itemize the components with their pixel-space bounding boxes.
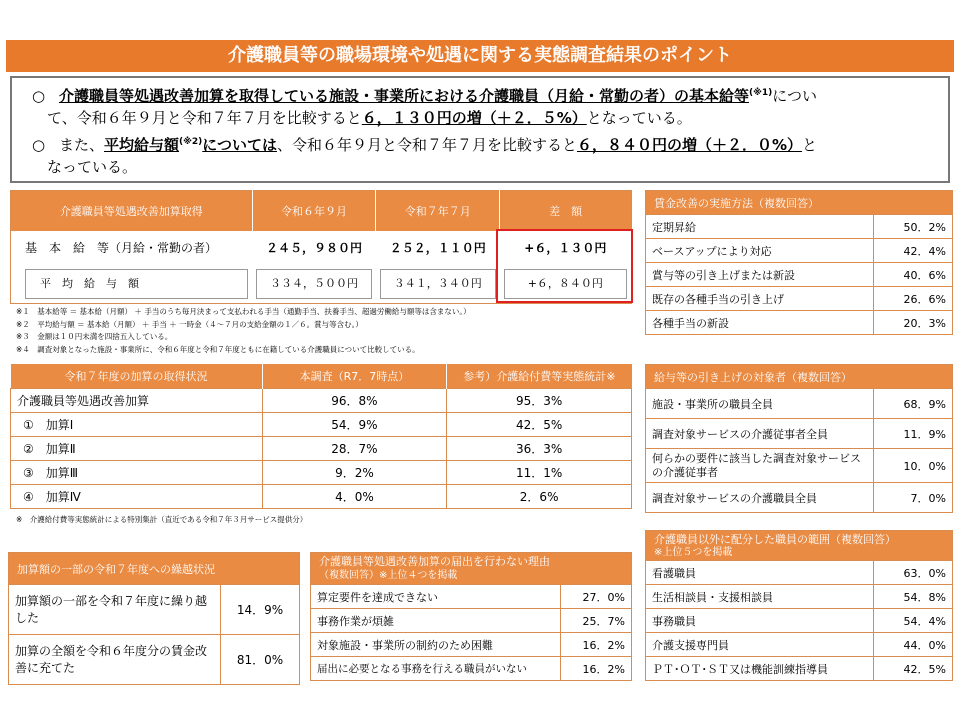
acq-header-1: 本調査（R7．7時点） <box>262 364 447 388</box>
target-row-label: 調査対象サービスの介護従事者全員 <box>646 419 874 449</box>
target-row-label: 何らかの要件に該当した調査対象サービスの介護従事者 <box>646 449 874 483</box>
method-row <box>646 287 953 311</box>
salary-row-v2: ３４１，３４０円 <box>380 269 496 299</box>
acq-row-a: 4．0% <box>262 484 447 508</box>
method-row <box>646 239 953 263</box>
method-row-label: ベースアップにより対応 <box>646 239 874 263</box>
method-header: 賃金改善の実施方法（複数回答） <box>646 191 953 215</box>
reason-row <box>311 585 632 609</box>
carry-table <box>8 552 300 685</box>
acq-row <box>11 460 632 484</box>
method-row-value: 26．6% <box>874 287 953 311</box>
reason-row-value: 16．2% <box>561 633 632 657</box>
reason-row-value: 16．2% <box>561 657 632 681</box>
staff-row-label: ＰＴ･ＯＴ･ＳＴ又は機能訓練指導員 <box>646 657 874 681</box>
intro-p2-text2: 、令和６年９月と令和７年７月を比較すると <box>276 136 577 154</box>
staff-table <box>645 530 953 681</box>
reason-row-label: 算定要件を達成できない <box>311 585 561 609</box>
acq-row <box>11 436 632 460</box>
method-row-label: 既存の各種手当の引き上げ <box>646 287 874 311</box>
method-row-value: 40．6% <box>874 263 953 287</box>
staff-row-value: 42．5% <box>874 657 953 681</box>
acq-row-label: ④ 加算Ⅳ <box>11 484 263 508</box>
staff-row-label: 事務職員 <box>646 609 874 633</box>
acq-header-0: 令和７年度の加算の取得状況 <box>11 364 263 388</box>
intro-p1-value: ６，１３０円の増（＋２．５%） <box>361 109 587 127</box>
salary-row-label: 基 本 給 等（月給・常勤の者） <box>25 241 218 255</box>
target-header: 給与等の引き上げの対象者（複数回答） <box>646 365 953 389</box>
method-row <box>646 215 953 239</box>
intro-p1-bold: 介護職員等処遇改善加算を取得している施設・事業所における介護職員（月給・常勤の者）の基本給等 <box>59 87 750 105</box>
target-row <box>646 419 953 449</box>
acq-row <box>11 388 632 412</box>
target-row-value: 10．0% <box>874 449 953 483</box>
salary-note: ※４ 調査対象となった施設・事業所に、令和６年度と令和７年度ともに在籍している介護職員について比較している。 <box>16 344 420 354</box>
target-row <box>646 483 953 513</box>
staff-row-label: 介護支援専門員 <box>646 633 874 657</box>
intro-p2-bold: 平均給与額 <box>104 136 180 154</box>
acq-row <box>11 484 632 508</box>
reason-subheader: （複数回答）※上位４つを掲載 <box>319 569 458 581</box>
carry-row-value: 14．9% <box>221 585 300 635</box>
method-row-value: 42．4% <box>874 239 953 263</box>
salary-row-diff: +６，１３０円 <box>524 241 607 255</box>
acq-row-a: 96．8% <box>262 388 447 412</box>
reason-row-value: 25．7% <box>561 609 632 633</box>
salary-header-2: 令和７年７月 <box>376 191 500 231</box>
carry-row-value: 81．0% <box>221 635 300 685</box>
method-row-value: 20．3% <box>874 311 953 335</box>
method-row-label: 定期昇給 <box>646 215 874 239</box>
acq-row-a: 9．2% <box>262 460 447 484</box>
staff-row-label: 生活相談員・支援相談員 <box>646 585 874 609</box>
carry-row <box>9 585 300 635</box>
salary-header-0: 介護職員等処遇改善加算取得 <box>11 191 253 231</box>
staff-row <box>646 633 953 657</box>
intro-p1-text2: て、令和６年９月と令和７年７月を比較すると <box>47 109 362 127</box>
method-row-label: 各種手当の新設 <box>646 311 874 335</box>
staff-row-value: 63．0% <box>874 561 953 585</box>
acq-row-b: 11．1% <box>447 460 632 484</box>
circle-bullet-icon: ○ <box>32 87 46 105</box>
difference-highlight-box <box>496 229 633 303</box>
intro-p2-bold2: については <box>202 136 277 154</box>
reason-row-label: 対象施設・事業所の制約のため困難 <box>311 633 561 657</box>
salary-row-v1: ２４５，９８０円 <box>265 241 362 255</box>
salary-note: ※３ 金額は１０円未満を四捨五入している。 <box>16 332 173 341</box>
target-row-value: 7．0% <box>874 483 953 513</box>
target-row-value: 68．9% <box>874 389 953 419</box>
method-row <box>646 263 953 287</box>
reason-table <box>310 552 632 681</box>
carry-row-label: 加算額の一部を令和７年度に繰り越した <box>9 585 221 635</box>
intro-p2-note: (※2) <box>179 137 203 147</box>
intro-p2-value: ６，８４０円の増（＋２．０%） <box>577 136 803 154</box>
page-title: 介護職員等の職場環境や処遇に関する実態調査結果のポイント <box>6 40 954 72</box>
staff-row-value: 44．0% <box>874 633 953 657</box>
method-row-value: 50．2% <box>874 215 953 239</box>
staff-row <box>646 657 953 681</box>
intro-paragraph-1 <box>20 82 940 129</box>
salary-header-3: 差 額 <box>549 204 583 218</box>
acq-row-b: 95．3% <box>447 388 632 412</box>
staff-row-value: 54．8% <box>874 585 953 609</box>
acq-note: ※ 介護給付費等実態統計による特別集計（直近である令和７年３月サービス提供分） <box>16 515 308 524</box>
target-row <box>646 449 953 483</box>
carry-header: 加算額の一部の令和７年度への繰越状況 <box>9 553 300 585</box>
target-row-value: 11．9% <box>874 419 953 449</box>
carry-row-label: 加算の全額を令和６年度分の賃金改善に充てた <box>9 635 221 685</box>
acq-row <box>11 412 632 436</box>
salary-note: ※１ 基本給等 ＝ 基本給（月額） ＋ 手当のうち毎月決まって支払われる手当（通勤手当、扶養手当、超過労働給与額等は含まない。） <box>16 307 471 316</box>
staff-row-label: 看護職員 <box>646 561 874 585</box>
reason-row <box>311 657 632 681</box>
acq-row-label: ② 加算Ⅱ <box>11 436 263 460</box>
acq-row-label: ① 加算Ⅰ <box>11 412 263 436</box>
intro-paragraph-2 <box>20 131 940 178</box>
staff-header: 介護職員以外に配分した職員の範囲（複数回答） <box>654 532 896 546</box>
acq-header-2: 参考）介護給付費等実態統計※ <box>463 369 616 383</box>
staff-row <box>646 585 953 609</box>
target-row-label: 施設・事業所の職員全員 <box>646 389 874 419</box>
reason-row <box>311 609 632 633</box>
target-row <box>646 389 953 419</box>
salary-row-diff: +６，８４０円 <box>504 269 627 299</box>
target-row-label: 調査対象サービスの介護職員全員 <box>646 483 874 513</box>
staff-row <box>646 561 953 585</box>
acq-row-label: ③ 加算Ⅲ <box>11 460 263 484</box>
intro-p2-text4: なっている。 <box>47 158 138 176</box>
method-row-label: 賞与等の引き上げまたは新設 <box>646 263 874 287</box>
reason-row-value: 27．0% <box>561 585 632 609</box>
salary-row-v2: ２５２，１１０円 <box>389 241 486 255</box>
intro-box <box>10 76 950 183</box>
circle-bullet-icon: ○ <box>32 136 46 154</box>
salary-note: ※２ 平均給与額 ＝ 基本給（月額） ＋ 手当 ＋ 一時金（４～７月の支給金額の１／６。賞与等含む。） <box>16 319 363 329</box>
method-table <box>645 190 953 335</box>
reason-header: 介護職員等処遇改善加算の届出を行わない理由 <box>319 554 550 568</box>
intro-p1-text1: につい <box>772 87 817 105</box>
acquisition-table <box>10 364 632 509</box>
salary-notes <box>16 306 636 356</box>
acq-row-label: 介護職員等処遇改善加算 <box>11 388 263 412</box>
intro-p2-text1: また、 <box>59 136 105 154</box>
acq-row-a: 28．7% <box>262 436 447 460</box>
reason-row-label: 事務作業が煩雑 <box>311 609 561 633</box>
method-row <box>646 311 953 335</box>
staff-row-value: 54．4% <box>874 609 953 633</box>
acq-row-b: 42．5% <box>447 412 632 436</box>
acq-row-b: 2．6% <box>447 484 632 508</box>
intro-p1-note: (※1) <box>749 88 773 98</box>
intro-p1-text3: となっている。 <box>586 109 692 127</box>
staff-row <box>646 609 953 633</box>
target-table <box>645 364 953 513</box>
reason-row <box>311 633 632 657</box>
staff-subheader: ※上位５つを掲載 <box>654 546 733 558</box>
salary-header-1: 令和６年９月 <box>252 191 376 231</box>
salary-row-v1: ３３４，５００円 <box>256 269 372 299</box>
intro-p2-text3: と <box>802 136 818 154</box>
reason-row-label: 届出に必要となる事務を行える職員がいない <box>311 657 561 681</box>
salary-row-label: 平 均 給 与 額 <box>25 269 248 299</box>
acq-row-b: 36．3% <box>447 436 632 460</box>
carry-row <box>9 635 300 685</box>
acq-row-a: 54．9% <box>262 412 447 436</box>
